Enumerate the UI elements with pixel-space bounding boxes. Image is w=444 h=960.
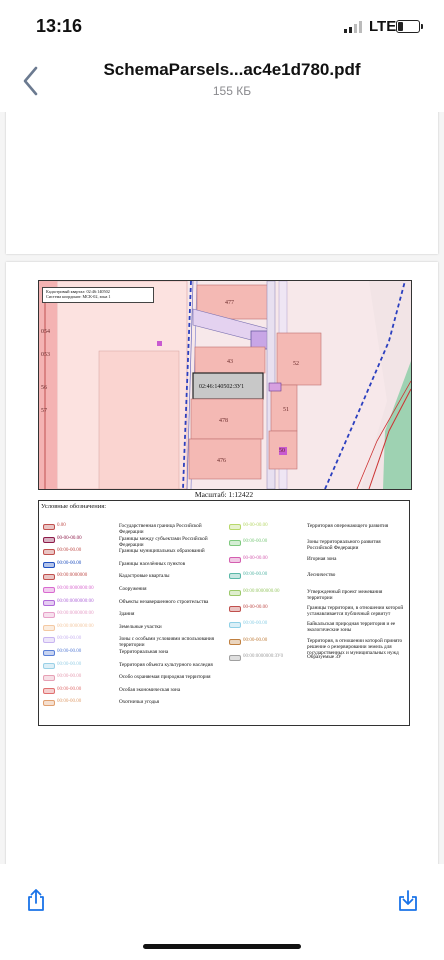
legend-code: 0.00	[57, 523, 66, 528]
signal-icon	[344, 21, 364, 33]
document-title: SchemaParsels...ac4e1d780.pdf	[103, 60, 361, 79]
legend-code: 00:00-00.00	[243, 572, 268, 578]
parcel-label: 57	[41, 408, 47, 414]
legend-swatch	[43, 625, 55, 631]
legend-label: Утвержденный проект межевания территории	[307, 588, 383, 601]
legend-label: Зоны с особыми условиями использования территории	[119, 636, 215, 649]
parcel-label: 56	[41, 385, 47, 391]
legend-code: 00:00-00.00	[243, 539, 268, 545]
legend-code: 00:00-00.00	[57, 699, 82, 705]
share-icon	[24, 888, 48, 912]
legend-label: Границы территории, в отношении которой устанавливается публичный сервитут	[307, 605, 404, 617]
legend-label: Кадастровые кварталы	[119, 573, 170, 580]
legend-title: Условные обозначения:	[41, 503, 107, 510]
legend-label: Сооружения	[119, 586, 147, 592]
legend-label: Байкальская природная территория и ее экологические зоны	[307, 621, 396, 634]
legend-swatch	[43, 574, 55, 580]
legend-label: Объекты незавершенного строительства	[119, 598, 209, 605]
legend-label: Зоны территориального развития Российской Федерации	[307, 539, 381, 552]
network-label: LTE	[369, 18, 397, 35]
map-scale: Масштаб: 1:12422	[194, 490, 254, 499]
legend-swatch	[43, 688, 55, 694]
parcel-label: 50	[279, 448, 285, 454]
parcel-label: 43	[227, 359, 233, 365]
legend-code: 00-00-00.00	[243, 605, 268, 610]
legend-code: 00:00-00.00	[243, 621, 268, 627]
legend-label: Государственная граница Российской Федерации	[119, 523, 202, 535]
cadastral-map	[38, 280, 412, 490]
pdf-viewer[interactable]	[0, 112, 444, 864]
legend-label: Границы между субъектами Российской Федерации	[119, 535, 208, 548]
legend-code: 00:00-00.00	[57, 661, 82, 667]
parcel-label: 476	[217, 458, 226, 464]
legend-code: 00-00-00.00	[243, 523, 268, 528]
legend-swatch	[229, 590, 241, 596]
legend-swatch	[229, 524, 241, 530]
legend-swatch	[43, 650, 55, 656]
legend-swatch	[43, 587, 55, 593]
parcel-label: 053	[41, 352, 50, 358]
battery-icon	[396, 20, 420, 33]
legend-code: 00-00-00.00	[243, 555, 268, 561]
legend-label: Границы муниципальных образований	[119, 548, 205, 555]
legend-code: 00-00-00.00	[57, 535, 82, 541]
document-size: 155 КБ	[212, 84, 252, 98]
map-legend	[38, 500, 410, 726]
legend-code: 00:00:0000000.00	[243, 588, 280, 594]
selected-parcel-label: 02:46:140502:ЗУ1	[199, 384, 245, 390]
legend-swatch	[229, 557, 241, 563]
nav-bar	[0, 56, 444, 108]
legend-label: Территория опережающего развития	[307, 523, 389, 529]
legend-swatch	[43, 637, 55, 643]
legend-code: 00:00-00.00	[57, 548, 82, 554]
legend-label: Игорная зона	[307, 555, 337, 562]
legend-label: Земельные участки	[119, 623, 162, 630]
pdf-page-1	[6, 112, 438, 254]
legend-swatch	[229, 622, 241, 628]
legend-label: Границы населённых пунктов	[119, 560, 186, 567]
legend-swatch	[43, 524, 55, 530]
legend-swatch	[43, 537, 55, 543]
legend-label: Территория объекта культурного наследия	[119, 661, 213, 668]
legend-swatch	[43, 562, 55, 568]
legend-label: Образуемые ЗУ	[307, 654, 342, 661]
pdf-page-2	[6, 262, 438, 864]
legend-label: Лесничество	[307, 572, 336, 579]
legend-code: 00:00:0000000:00	[57, 611, 94, 617]
legend-swatch	[229, 573, 241, 579]
legend-code: 00:00:0000000:00	[57, 623, 94, 629]
legend-code: 00:00:0000000:00	[57, 586, 94, 591]
legend-swatch	[43, 600, 55, 606]
cadastral-block-label: Кадастровый квартал: 02:46:140502	[46, 289, 110, 294]
legend-code: 00:00-00.00	[57, 674, 82, 680]
legend-swatch	[229, 639, 241, 645]
back-button[interactable]	[18, 64, 44, 98]
parcel-label: 054	[41, 329, 50, 335]
legend-code: 00:00-00.00	[243, 637, 268, 643]
status-bar	[0, 0, 444, 56]
map-drawing	[39, 281, 411, 489]
legend-code: 00:00:0000000:00	[57, 598, 94, 604]
legend-swatch	[43, 675, 55, 681]
legend-swatch	[229, 655, 241, 661]
parcel-label: 478	[219, 418, 228, 424]
legend-code: 00:00-00.00	[57, 686, 82, 692]
legend-code: 00:00:0000000:ЗУ0	[243, 654, 284, 660]
legend-label: Особо охраняемая природная территория	[119, 674, 211, 681]
legend-swatch	[43, 549, 55, 555]
legend-swatch	[229, 540, 241, 546]
legend-code: 00:00:0000000	[57, 573, 88, 579]
map-info-box	[42, 287, 154, 303]
parcel-label: 477	[225, 300, 234, 306]
home-indicator[interactable]	[143, 944, 301, 949]
legend-code: 00:00-00.00	[57, 649, 82, 654]
legend-label: Охотничьи угодья	[119, 699, 159, 706]
legend-label: Территориальная зона	[119, 649, 169, 655]
download-icon	[396, 888, 420, 912]
legend-code: 00:00-00.00	[57, 560, 82, 566]
legend-swatch	[43, 663, 55, 669]
parcel-label: 51	[283, 407, 289, 413]
chevron-left-icon	[18, 64, 44, 98]
legend-swatch	[229, 606, 241, 612]
legend-label: Особая экономическая зона	[119, 686, 181, 693]
legend-swatch	[43, 612, 55, 618]
clock: 13:16	[36, 16, 83, 36]
legend-label: Здания	[119, 611, 135, 618]
coordinate-system-label: Система координат: МСК-02, зона 1	[46, 294, 111, 299]
share-button[interactable]	[24, 888, 48, 912]
download-button[interactable]	[396, 888, 420, 912]
parcel-label: 52	[293, 361, 299, 367]
legend-swatch	[43, 700, 55, 706]
legend-label: Территория, в отношении которой принято решение о резервировании земель для государственных и муниципальных нужд	[307, 637, 403, 656]
legend-code: 00:00-00.00	[57, 636, 82, 642]
